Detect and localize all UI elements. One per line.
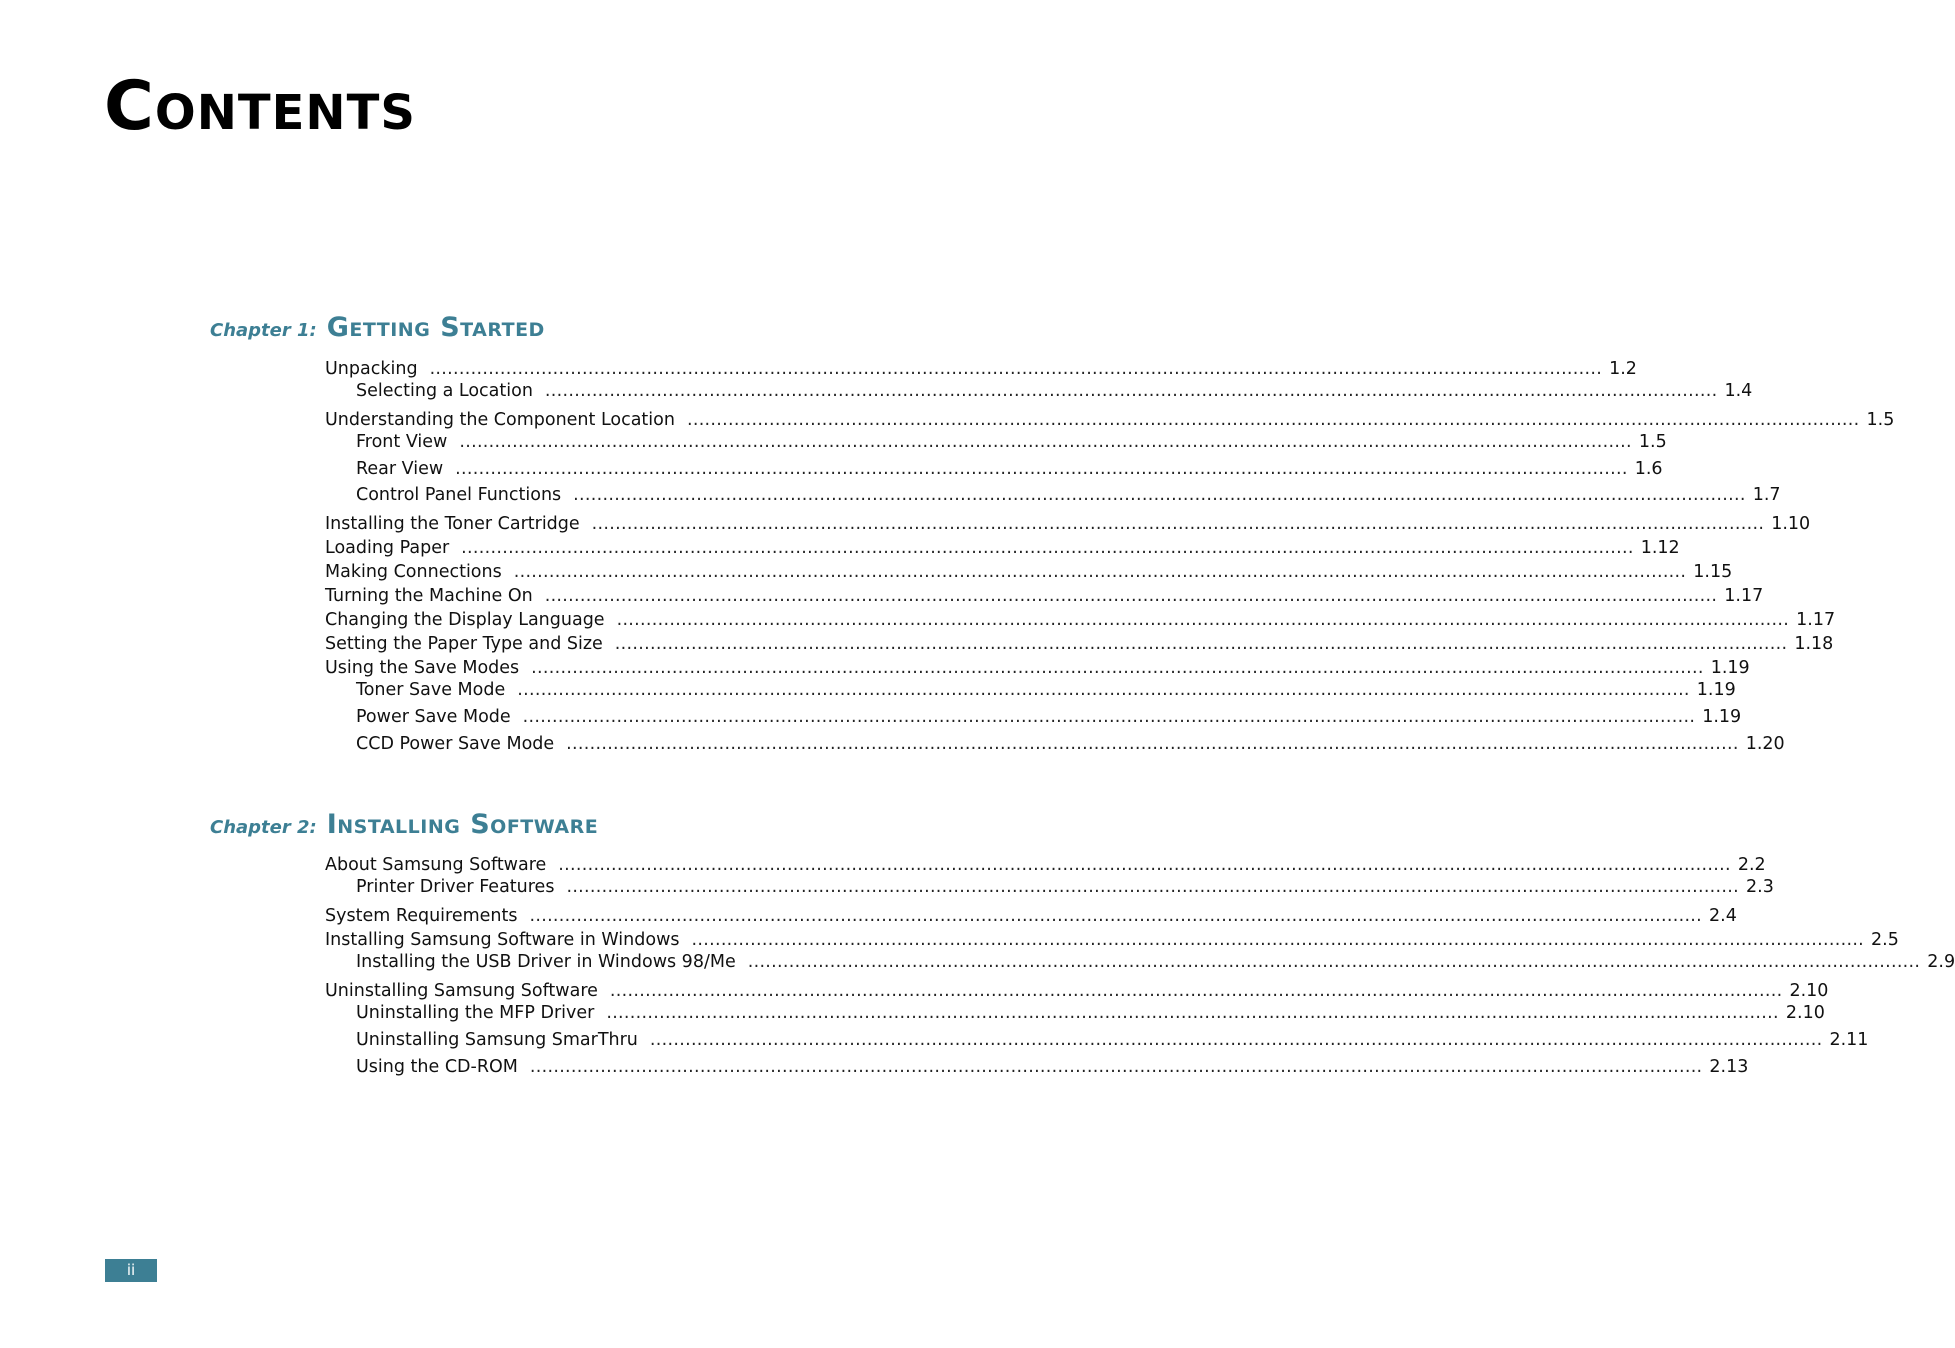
toc-entry-title: Installing the USB Driver in Windows 98/Me xyxy=(356,952,736,972)
dot-leader: ........................................................................................................................................................................................................ xyxy=(529,1057,1703,1077)
dot-leader: ........................................................................................................................................................................................................ xyxy=(616,610,1790,630)
dot-leader: ........................................................................................................................................................................................................ xyxy=(606,1003,1779,1023)
toc-entry-page: 1.12 xyxy=(1640,538,1680,558)
toc-entry[interactable] xyxy=(325,905,1737,927)
toc-entry[interactable] xyxy=(356,706,1742,728)
toc-entry-page: 1.6 xyxy=(1634,459,1663,479)
dot-leader: ........................................................................................................................................................................................................ xyxy=(455,459,1628,479)
toc-entry-page: 2.13 xyxy=(1709,1057,1749,1077)
dot-leader: ........................................................................................................................................................................................................ xyxy=(566,734,1739,754)
toc-entry[interactable] xyxy=(325,561,1733,583)
toc-entry[interactable] xyxy=(325,854,1766,876)
toc-entry-page: 1.5 xyxy=(1638,432,1667,452)
toc-entry[interactable] xyxy=(356,679,1736,701)
toc-entry-page: 2.10 xyxy=(1785,1003,1825,1023)
toc-entry-title: Loading Paper xyxy=(325,538,450,558)
dot-leader: ........................................................................................................................................................................................................ xyxy=(566,877,1739,897)
toc-entry[interactable] xyxy=(325,513,1811,535)
toc-entry-title: Power Save Mode xyxy=(356,707,511,727)
dot-leader: ........................................................................................................................................................................................................ xyxy=(529,906,1703,926)
toc-entry-page: 1.19 xyxy=(1702,707,1742,727)
toc-entry-page: 1.2 xyxy=(1609,359,1637,379)
dot-leader: ........................................................................................................................................................................................................ xyxy=(747,952,1921,972)
toc-entry-title: Rear View xyxy=(356,459,444,479)
toc-entry-title: Turning the Machine On xyxy=(325,586,533,606)
chapter-label: Chapter 1: xyxy=(210,320,317,341)
toc-entry-page: 2.3 xyxy=(1746,877,1774,897)
dot-leader: ........................................................................................................................................................................................................ xyxy=(522,707,1696,727)
toc-entry-page: 1.10 xyxy=(1771,514,1811,534)
toc-entry[interactable] xyxy=(356,733,1785,755)
page-title: Contents xyxy=(104,67,416,146)
toc-entry-title: Selecting a Location xyxy=(356,381,533,401)
dot-leader: ........................................................................................................................................................................................................ xyxy=(531,658,1704,678)
page-number-tab xyxy=(105,1259,157,1282)
toc-entry-title: Installing the Toner Cartridge xyxy=(325,514,580,534)
toc-entry-page: 2.10 xyxy=(1789,981,1829,1001)
toc-entry[interactable] xyxy=(356,458,1663,480)
toc-entry-title: Printer Driver Features xyxy=(356,877,555,897)
toc-entry-title: Installing Samsung Software in Windows xyxy=(325,930,680,950)
toc-entry-page: 2.9 xyxy=(1927,952,1955,972)
dot-leader: ........................................................................................................................................................................................................ xyxy=(429,359,1603,379)
toc-entry-page: 2.5 xyxy=(1871,930,1899,950)
toc-entry[interactable] xyxy=(356,1002,1825,1024)
toc-entry-title: System Requirements xyxy=(325,906,518,926)
chapter-title: Installing Software xyxy=(326,809,599,840)
toc-entry-page: 1.20 xyxy=(1745,734,1785,754)
toc-entry-page: 1.19 xyxy=(1710,658,1750,678)
toc-entry[interactable] xyxy=(356,951,1955,973)
toc-entry[interactable] xyxy=(325,358,1637,380)
dot-leader: ........................................................................................................................................................................................................ xyxy=(649,1030,1823,1050)
toc-entry-page: 1.4 xyxy=(1724,381,1753,401)
toc-entry-title: Uninstalling the MFP Driver xyxy=(356,1003,595,1023)
dot-leader: ........................................................................................................................................................................................................ xyxy=(591,514,1765,534)
dot-leader: ........................................................................................................................................................................................................ xyxy=(513,562,1687,582)
page-number: ii xyxy=(126,1261,136,1279)
toc-entry[interactable] xyxy=(356,876,1774,898)
toc-entry-page: 1.15 xyxy=(1693,562,1733,582)
toc-entry[interactable] xyxy=(325,657,1750,679)
toc-entry[interactable] xyxy=(325,929,1899,951)
toc-entry-title: Toner Save Mode xyxy=(356,680,506,700)
toc-entry-title: Setting the Paper Type and Size xyxy=(325,634,603,654)
toc-entry[interactable] xyxy=(325,980,1829,1002)
toc-entry-page: 1.17 xyxy=(1724,586,1764,606)
chapter-title: Getting Started xyxy=(326,312,545,343)
dot-leader: ........................................................................................................................................................................................................ xyxy=(517,680,1690,700)
toc-entry-page: 1.5 xyxy=(1866,410,1895,430)
dot-leader: ........................................................................................................................................................................................................ xyxy=(558,855,1731,875)
toc-entry[interactable] xyxy=(325,409,1895,431)
dot-leader: ........................................................................................................................................................................................................ xyxy=(544,381,1718,401)
toc-entry-title: Using the CD-ROM xyxy=(356,1057,518,1077)
toc-entry-page: 1.18 xyxy=(1794,634,1834,654)
dot-leader: ........................................................................................................................................................................................................ xyxy=(573,485,1746,505)
dot-leader: ........................................................................................................................................................................................................ xyxy=(609,981,1783,1001)
toc-entry[interactable] xyxy=(325,537,1680,559)
toc-entry[interactable] xyxy=(356,1029,1869,1051)
dot-leader: ........................................................................................................................................................................................................ xyxy=(459,432,1632,452)
toc-entry[interactable] xyxy=(356,484,1781,506)
toc-entry-title: Front View xyxy=(356,432,448,452)
toc-entry-page: 1.17 xyxy=(1796,610,1836,630)
toc-entry-page: 2.4 xyxy=(1709,906,1737,926)
toc-entry[interactable] xyxy=(356,431,1667,453)
toc-entry-page: 2.11 xyxy=(1829,1030,1869,1050)
toc-entry-page: 1.7 xyxy=(1752,485,1781,505)
toc-entry-title: Uninstalling Samsung SmarThru xyxy=(356,1030,638,1050)
toc-entry-title: Unpacking xyxy=(325,359,418,379)
toc-entry[interactable] xyxy=(325,585,1764,607)
dot-leader: ........................................................................................................................................................................................................ xyxy=(544,586,1718,606)
toc-entry-page: 2.2 xyxy=(1737,855,1766,875)
toc-entry-title: Changing the Display Language xyxy=(325,610,605,630)
toc-entry[interactable] xyxy=(356,1056,1749,1078)
dot-leader: ........................................................................................................................................................................................................ xyxy=(691,930,1865,950)
toc-entry[interactable] xyxy=(356,380,1753,402)
toc-entry-title: Uninstalling Samsung Software xyxy=(325,981,598,1001)
dot-leader: ........................................................................................................................................................................................................ xyxy=(686,410,1860,430)
toc-entry-title: CCD Power Save Mode xyxy=(356,734,555,754)
toc-entry-title: Using the Save Modes xyxy=(325,658,520,678)
toc-entry-title: About Samsung Software xyxy=(325,855,547,875)
dot-leader: ........................................................................................................................................................................................................ xyxy=(461,538,1634,558)
toc-entry-title: Making Connections xyxy=(325,562,502,582)
chapter-label: Chapter 2: xyxy=(210,817,317,838)
toc-entry[interactable] xyxy=(325,609,1836,631)
toc-entry-title: Control Panel Functions xyxy=(356,485,562,505)
toc-entry[interactable] xyxy=(325,633,1834,655)
chapter-heading xyxy=(210,312,545,343)
dot-leader: ........................................................................................................................................................................................................ xyxy=(614,634,1788,654)
chapter-heading xyxy=(210,809,598,840)
toc-entry-title: Understanding the Component Location xyxy=(325,410,675,430)
toc-entry-page: 1.19 xyxy=(1696,680,1736,700)
